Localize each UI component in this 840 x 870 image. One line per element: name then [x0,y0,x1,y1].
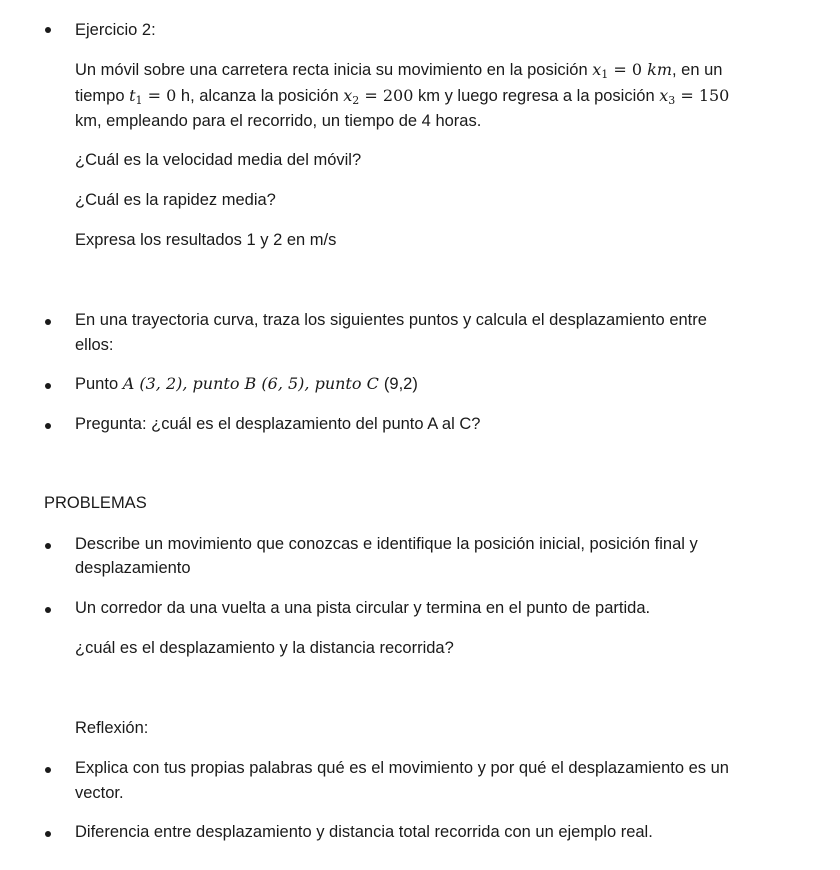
text: h, alcanza la posición [176,87,344,105]
question-units: Expresa los resultados 1 y 2 en m/s [75,231,337,249]
bullet-ejercicio-2 [45,27,51,33]
exercise-2-line-1 [75,59,722,81]
text: km y luego regresa a la posición [413,87,660,105]
problem-1-line-1: Describe un movimiento que conozcas e identifique la posición inicial, posición final y [75,535,698,553]
curve-question: Pregunta: ¿cuál es el desplazamiento del punto A al C? [75,415,481,433]
bullet-reflection-1 [45,767,51,773]
curve-item-1-line-1: En una trayectoria curva, traza los siguientes puntos y calcula el desplazamiento entre [75,311,707,329]
text: Un móvil sobre una carretera recta inicia su movimiento en la posición [75,61,593,79]
text: , en un [672,61,723,79]
reflection-2: Diferencia entre desplazamiento y distancia total recorrida con un ejemplo real. [75,823,653,841]
reflection-heading: Reflexión: [75,719,149,737]
math-points: A (3, 2), punto B (6, 5), punto C [122,374,384,393]
math-x3: $x_3 = 150$ [659,86,730,107]
text: (9,2) [383,375,418,393]
math-t1: $t_1 = 0$ [129,86,177,107]
exercise-title: Ejercicio 2: [75,21,156,39]
bullet-curve-1 [45,319,51,325]
exercise-2-line-2 [75,85,729,107]
exercise-2-line-3: km, empleando para el recorrido, un tiempo de 4 horas. [75,112,482,130]
curve-item-1-line-2: ellos: [75,336,114,354]
bullet-problem-1 [45,543,51,549]
question-velocidad-media: ¿Cuál es la velocidad media del móvil? [75,151,362,169]
problem-2-question: ¿cuál es el desplazamiento y la distancia recorrida? [75,639,454,657]
curve-points [75,373,418,395]
math-x1: $x_1 = 0$ km [592,60,672,81]
math-x2: $x_2 = 200$ [343,86,414,107]
reflection-1-line-2: vector. [75,784,124,802]
bullet-reflection-2 [45,831,51,837]
question-rapidez-media: ¿Cuál es la rapidez media? [75,191,276,209]
text: Punto [75,375,123,393]
problems-heading: PROBLEMAS [44,494,147,512]
bullet-curve-3 [45,423,51,429]
problem-1-line-2: desplazamiento [75,559,191,577]
reflection-1-line-1: Explica con tus propias palabras qué es el movimiento y por qué el desplazamiento es un [75,759,729,777]
text: tiempo [75,87,130,105]
problem-2: Un corredor da una vuelta a una pista circular y termina en el punto de partida. [75,599,651,617]
bullet-problem-2 [45,607,51,613]
bullet-curve-2 [45,383,51,389]
